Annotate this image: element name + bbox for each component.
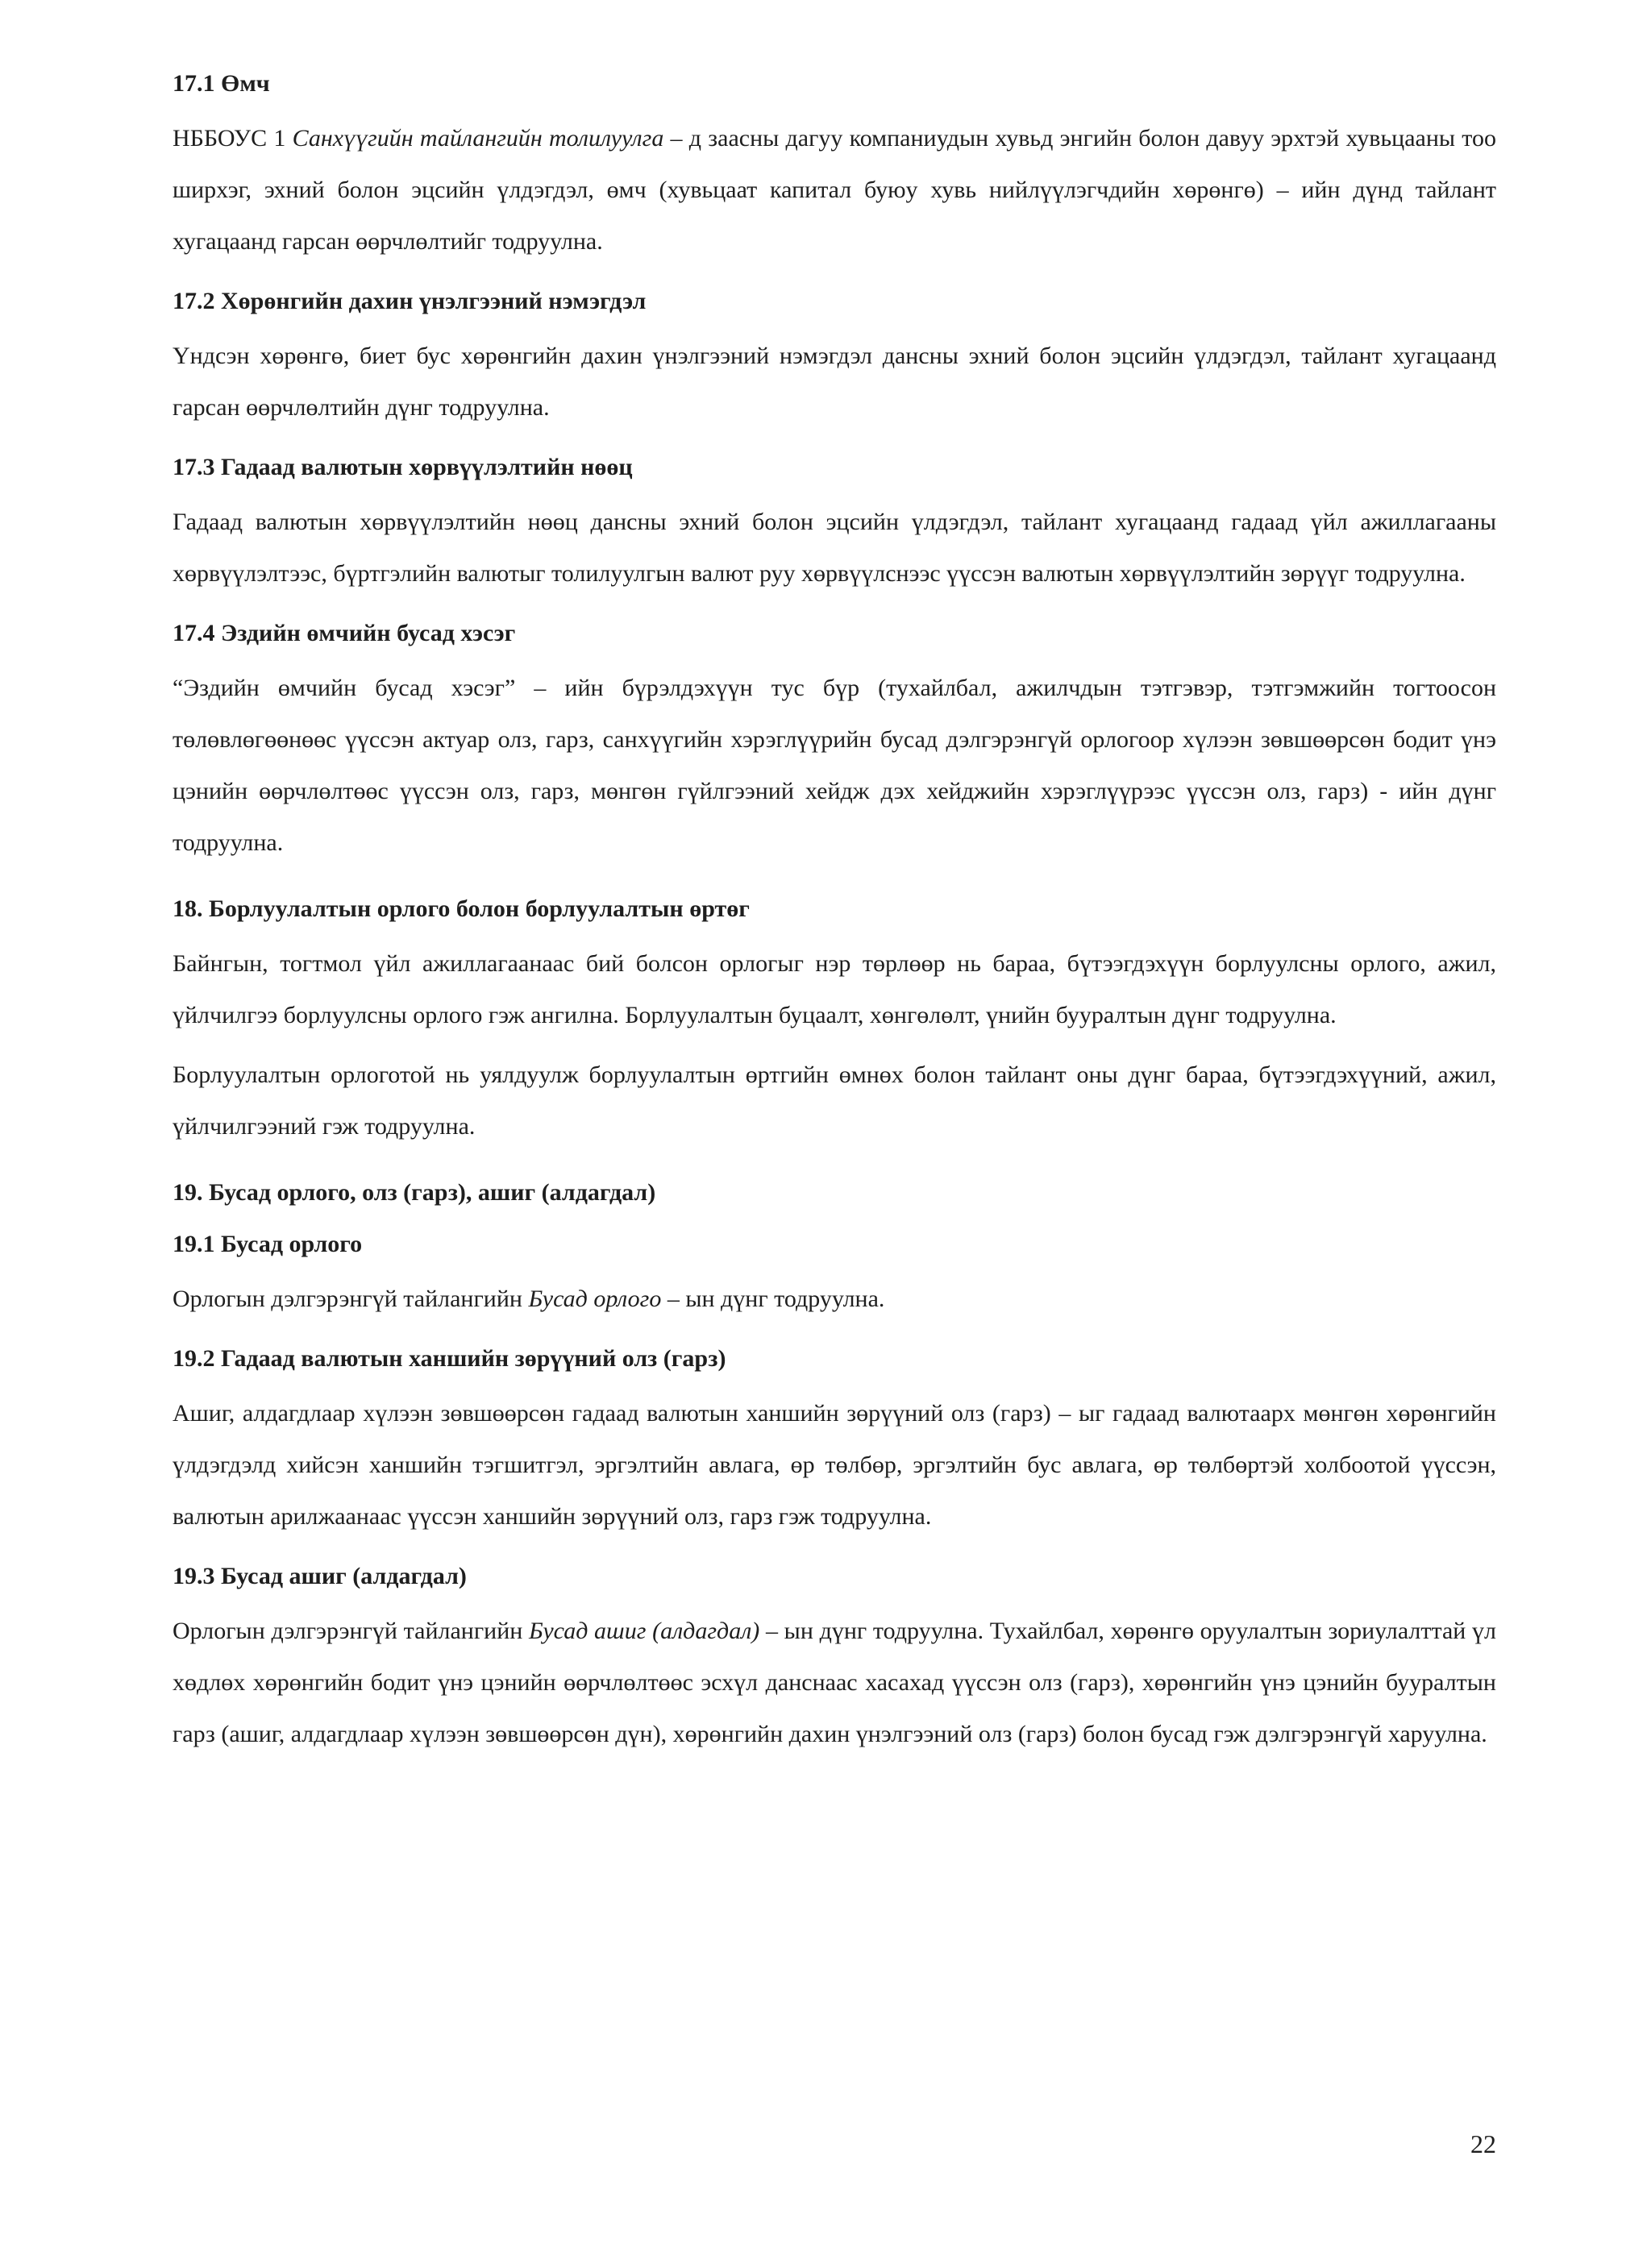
heading-19: 19. Бусад орлого, олз (гарз), ашиг (алдагдал): [173, 1179, 656, 1206]
paragraph-19-3-part-a: Орлогын дэлгэрэнгүй тайлангийн: [173, 1618, 530, 1644]
paragraph-19-3-part-b: – ын дүнг тодруулна. Тухайлбал, хөрөнгө оруулалтын зориулалттай үл хөдлөх хөрөнгийн бодит үнэ цэнийн өөрчлөлтөөс эсхүл данснаас хасахад үүссэн олз (гарз), хөрөнгийн үнэ цэнийн бууралтын гарз (ашиг, алдагдлаар хүлээн зөвшөөрсөн дүн), хөрөнгийн дахин үнэлгээний олз (гарз) болон бусад гэж дэлгэрэнгүй харуулна.: [173, 1618, 1496, 1747]
heading-17-4: 17.4 Эздийн өмчийн бусад хэсэг: [173, 620, 516, 646]
paragraph-17-1-part-b: – д заасны дагуу компаниудын хувьд энгийн болон давуу эрхтэй хувьцааны тоо ширхэг, эхний болон эцсийн үлдэгдэл, өмч (хувьцаат капитал буюу хувь нийлүүлэгчдийн хөрөнгө) – ийн дүнд тайлант хугацаанд гарсан өөрчлөлтийг тодруулна.: [173, 125, 1496, 255]
paragraph-19-1-part-b: – ын дүнг тодруулна.: [661, 1286, 885, 1312]
heading-19-3: 19.3 Бусад ашиг (алдагдал): [173, 1563, 467, 1589]
heading-17-3: 17.3 Гадаад валютын хөрвүүлэлтийн нөөц: [173, 454, 633, 480]
paragraph-19-2: Ашиг, алдагдлаар хүлээн зөвшөөрсөн гадаад валютын ханшийн зөрүүний олз (гарз) – ыг гадаад валютаарх мөнгөн хөрөнгийн үлдэгдэлд хийсэн ханшийн тэгшитгэл, эргэлтийн авлага, өр төлбөр, эргэлтийн бус авлага, өр төлбөртэй холбоотой үүссэн, валютын арилжаанаас үүссэн ханшийн зөрүүний олз, гарз гэж тодруулна.: [173, 1400, 1496, 1530]
paragraph-19-3: [173, 1605, 1496, 1760]
paragraph-17-1-italic: Санхүүгийн тайлангийн толилуулга: [292, 125, 664, 152]
page-number: 22: [1470, 2129, 1496, 2158]
heading-19-2: 19.2 Гадаад валютын ханшийн зөрүүний олз (гарз): [173, 1345, 726, 1372]
paragraph-19-1: [173, 1273, 1496, 1325]
paragraph-19-1-part-a: Орлогын дэлгэрэнгүй тайлангийн: [173, 1286, 529, 1312]
paragraph-18-1: Байнгын, тогтмол үйл ажиллагаанаас бий болсон орлогыг нэр төрлөөр нь бараа, бүтээгдэхүүн борлуулсны орлого, ажил, үйлчилгээ борлуулсны орлого гэж ангилна. Борлуулалтын буцаалт, хөнгөлөлт, үнийн бууралтын дүнг тодруулна.: [173, 950, 1496, 1028]
heading-17-2: 17.2 Хөрөнгийн дахин үнэлгээний нэмэгдэл: [173, 288, 647, 314]
document-page: [173, 66, 1496, 1760]
heading-19-1: 19.1 Бусад орлого: [173, 1231, 363, 1257]
paragraph-17-4: “Эздийн өмчийн бусад хэсэг” – ийн бүрэлдэхүүн тус бүр (тухайлбал, ажилчдын тэтгэвэр, тэтгэмжийн тогтоосон төлөвлөгөөнөөс үүссэн актуар олз, гарз, санхүүгийн хэрэглүүрийн бусад дэлгэрэнгүй орлогоор хүлээн зөвшөөрсөн бодит үнэ цэнийн өөрчлөлтөөс үүссэн олз, гарз, мөнгөн гүйлгээний хейдж дэх хейджийн хэрэглүүрээс үүссэн олз, гарз) - ийн дүнг тодруулна.: [173, 675, 1496, 856]
heading-18: 18. Борлуулалтын орлого болон борлуулалтын өртөг: [173, 895, 750, 922]
paragraph-19-3-italic: Бусад ашиг (алдагдал): [529, 1618, 760, 1644]
paragraph-19-1-italic: Бусад орлого: [528, 1286, 662, 1312]
paragraph-18-2: Борлуулалтын орлоготой нь уялдуулж борлуулалтын өртгийн өмнөх болон тайлант оны дүнг бараа, бүтээгдэхүүний, ажил, үйлчилгээний гэж тодруулна.: [173, 1061, 1496, 1140]
paragraph-17-3: Гадаад валютын хөрвүүлэлтийн нөөц дансны эхний болон эцсийн үлдэгдэл, тайлант хугацаанд гадаад үйл ажиллагааны хөрвүүлэлтээс, бүртгэлийн валютыг толилуулгын валют руу хөрвүүлснээс үүссэн валютын хөрвүүлэлтийн зөрүүг тодруулна.: [173, 509, 1496, 587]
heading-17-1: 17.1 Өмч: [173, 70, 270, 97]
paragraph-17-2: Үндсэн хөрөнгө, биет бус хөрөнгийн дахин үнэлгээний нэмэгдэл дансны эхний болон эцсийн үлдэгдэл, тайлант хугацаанд гарсан өөрчлөлтийн дүнг тодруулна.: [173, 343, 1496, 421]
paragraph-17-1: [173, 113, 1496, 268]
paragraph-17-1-part-a: НББОУС 1: [173, 125, 293, 152]
